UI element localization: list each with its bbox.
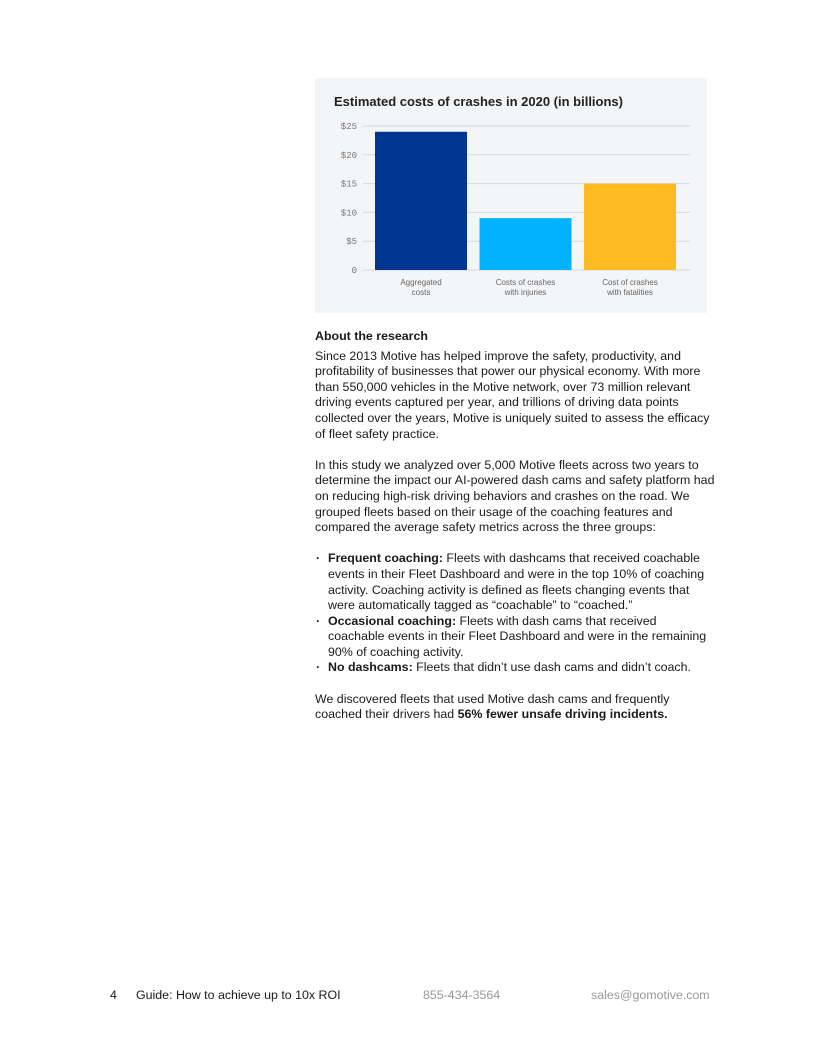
x-tick-label: Cost of crashes [602, 278, 658, 287]
list-item [315, 551, 715, 613]
x-tick-label: with fatalities [607, 288, 653, 297]
list-item-label: Occasional coaching: [328, 613, 457, 628]
list-item-text: Fleets with dashcams that received coachable events in their Fleet Dashboard and were in the top 10% of coaching activity. Coaching activity is defined as fleets changing events that were automatically tagged as “coachable” to “coached.” [328, 551, 705, 613]
footer-phone[interactable]: 855-434-3564 [423, 988, 501, 1002]
y-tick-label: $15 [340, 179, 357, 190]
y-tick-label: 0 [351, 266, 357, 276]
list-item-label: No dashcams: [328, 660, 413, 675]
page-number: 4 [110, 988, 117, 1002]
paragraph-3 [315, 692, 715, 723]
list-item-text: Fleets that didn’t use dash cams and didn’t coach. [412, 660, 691, 675]
y-tick-label: $10 [340, 208, 357, 219]
bar [480, 218, 572, 270]
paragraph-2: In this study we analyzed over 5,000 Motive fleets across two years to determine the impact our AI-powered dash cams and safety platform had on reducing high-risk driving behaviors and crashes on the road. We grouped fleets based on their usage of the coaching features and compared the average safety metrics across the three groups: [315, 457, 715, 535]
list-item [315, 660, 715, 676]
x-tick-label: costs [411, 288, 431, 297]
bar [375, 132, 467, 270]
group-list [315, 551, 715, 676]
paragraph-1: Since 2013 Motive has helped improve the safety, productivity, and profitability of businesses that power our physical economy. With more than 550,000 vehicles in the Motive network, over 73 million relevant driving events captured per year, and trillions of driving data points collected over the years, Motive is uniquely suited to assess the efficacy of fleet safety practice. [315, 348, 710, 441]
list-item [315, 614, 715, 661]
conclusion-text: We discovered fleets that used Motive dash cams and frequently coached their drivers had [315, 691, 670, 722]
about-section [315, 329, 715, 738]
section-heading: About the research [315, 329, 428, 343]
bar [584, 184, 676, 270]
conclusion-highlight: 56% fewer unsafe driving incidents. [457, 707, 668, 722]
bar-chart [0, 0, 816, 330]
x-tick-label: Aggregated [400, 278, 442, 287]
footer-email[interactable]: sales@gomotive.com [591, 988, 710, 1002]
y-tick-label: $5 [346, 237, 357, 248]
footer-title: Guide: How to achieve up to 10x ROI [136, 988, 341, 1002]
y-tick-label: $25 [340, 122, 357, 132]
list-item-text: Fleets with dash cams that received coachable events in their Fleet Dashboard and were in the remaining 90% of coaching activity. [328, 613, 707, 659]
x-tick-label: with injuries [504, 288, 547, 297]
y-tick-label: $20 [340, 150, 357, 161]
list-item-label: Frequent coaching: [328, 551, 443, 566]
chart-title: Estimated costs of crashes in 2020 (in billions) [334, 94, 623, 109]
x-tick-label: Costs of crashes [495, 278, 556, 287]
